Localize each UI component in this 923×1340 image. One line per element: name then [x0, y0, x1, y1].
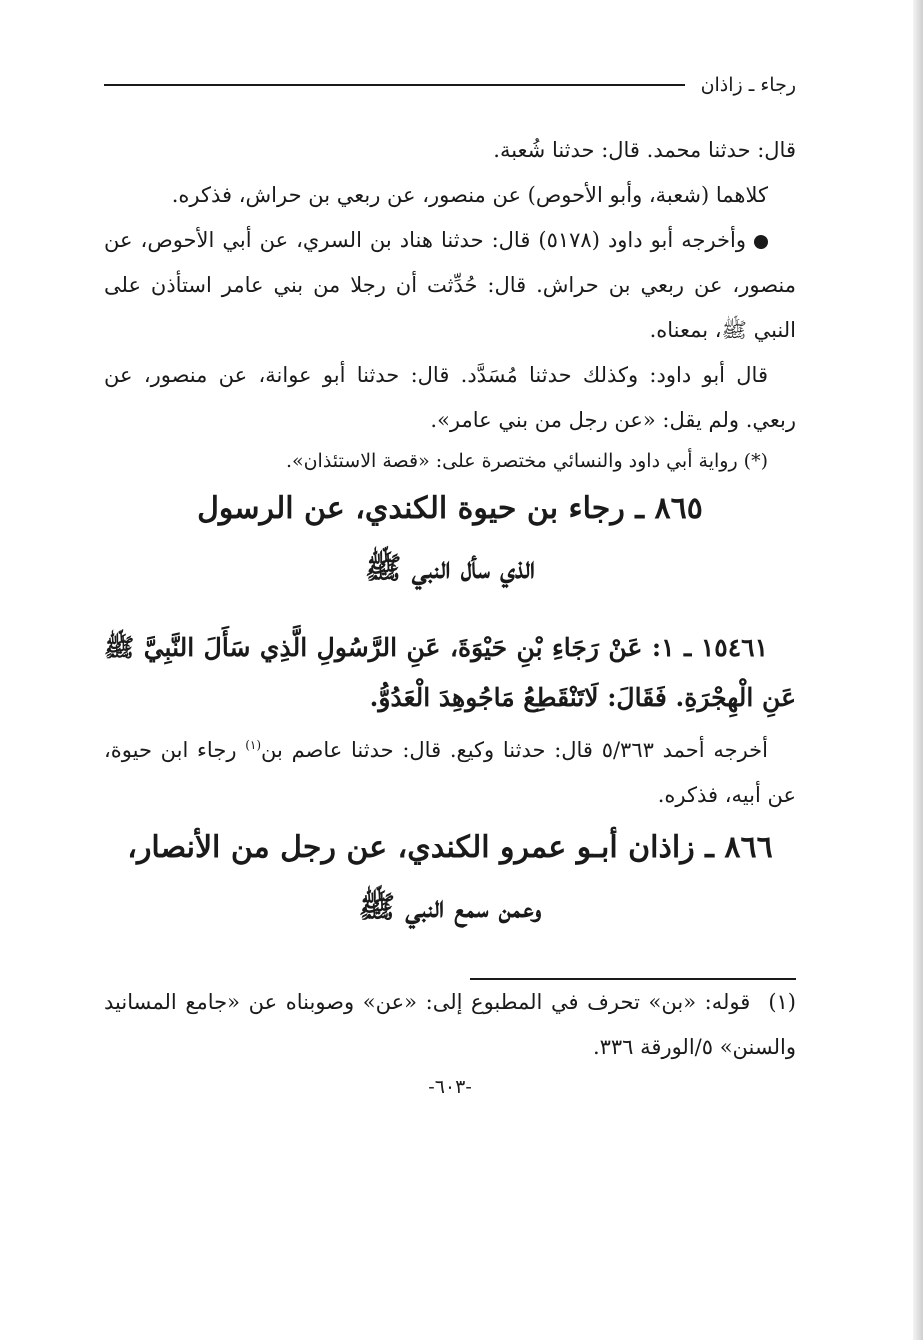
asterisk-note: (*) رواية أبي داود والنسائي مختصرة على: «قصة الاستئذان».	[285, 450, 768, 472]
footnote-marker: (١)	[245, 738, 262, 752]
footnote-number: (١)	[768, 990, 796, 1014]
narration-block	[104, 128, 796, 479]
hadith-block	[104, 623, 796, 818]
section-865-title-line2: الذي سأل النبي ﷺ	[365, 551, 535, 586]
hadith-source-part2: رجاء ابن حيوة، عن أبيه، فذكره.	[104, 738, 796, 807]
header-rule	[104, 84, 685, 86]
hadith-source	[104, 723, 796, 818]
section-866-title	[104, 818, 796, 938]
running-header	[104, 70, 796, 100]
paragraph-abu-dawud-text: وأخرجه أبو داود (٥١٧٨) قال: حدثنا هناد بن السري، عن أبي الأحوص، عن منصور، عن ربعي بن حراش. قال: حُدِّثت أن رجلا من بني عامر استأذن على النبي ﷺ، بمعناه.	[104, 228, 796, 342]
footnote-text: قوله: «بن» تحرف في المطبوع إلى: «عن» وصوبناه عن «جامع المسانيد والسنن» ٥/الورقة ٣٣٦.	[104, 990, 796, 1059]
paragraph-abu-dawud-said: قال أبو داود: وكذلك حدثنا مُسَدَّد. قال: حدثنا أبو عوانة، عن منصور، عن ربعي. ولم يقل: «عن رجل من بني عامر».	[104, 363, 796, 432]
paragraph-isnad: قال: حدثنا محمد. قال: حدثنا شُعبة.	[493, 138, 796, 162]
footnote	[104, 980, 796, 1070]
section-865-title	[104, 479, 796, 599]
paragraph-abu-dawud	[104, 218, 796, 353]
page-edge-shadow	[913, 0, 923, 1340]
section-866-title-line1: ٨٦٦ ـ زاذان أبـو عمرو الكندي، عن رجل من الأنصار،	[127, 830, 773, 865]
section-865-title-line1: ٨٦٥ ـ رجاء بن حيوة الكندي، عن الرسول	[197, 491, 703, 526]
section-866-title-line2: وعمن سمع النبي ﷺ	[358, 890, 542, 925]
running-title: رجاء ـ زاذان	[700, 74, 796, 96]
book-page	[104, 70, 796, 1270]
page-number: -٦٠٣-	[428, 1076, 472, 1098]
bullet-dot	[754, 235, 768, 249]
paragraph-both: كلاهما (شعبة، وأبو الأحوص) عن منصور، عن ربعي بن حراش، فذكره.	[171, 183, 768, 207]
hadith-source-part1: أخرجه أحمد ٥/٣٦٣ قال: حدثنا وكيع. قال: حدثنا عاصم بن	[261, 738, 768, 762]
hadith-text: ١٥٤٦١ ـ ١: عَنْ رَجَاءِ بْنِ حَيْوَةَ، عَنِ الرَّسُولِ الَّذِي سَأَلَ النَّبِيَّ ﷺ عَنِ الْهِجْرَةِ. فَقَالَ: لَاتَنْقَطِعُ مَاجُوهِدَ الْعَدُوُّ.	[104, 633, 796, 712]
